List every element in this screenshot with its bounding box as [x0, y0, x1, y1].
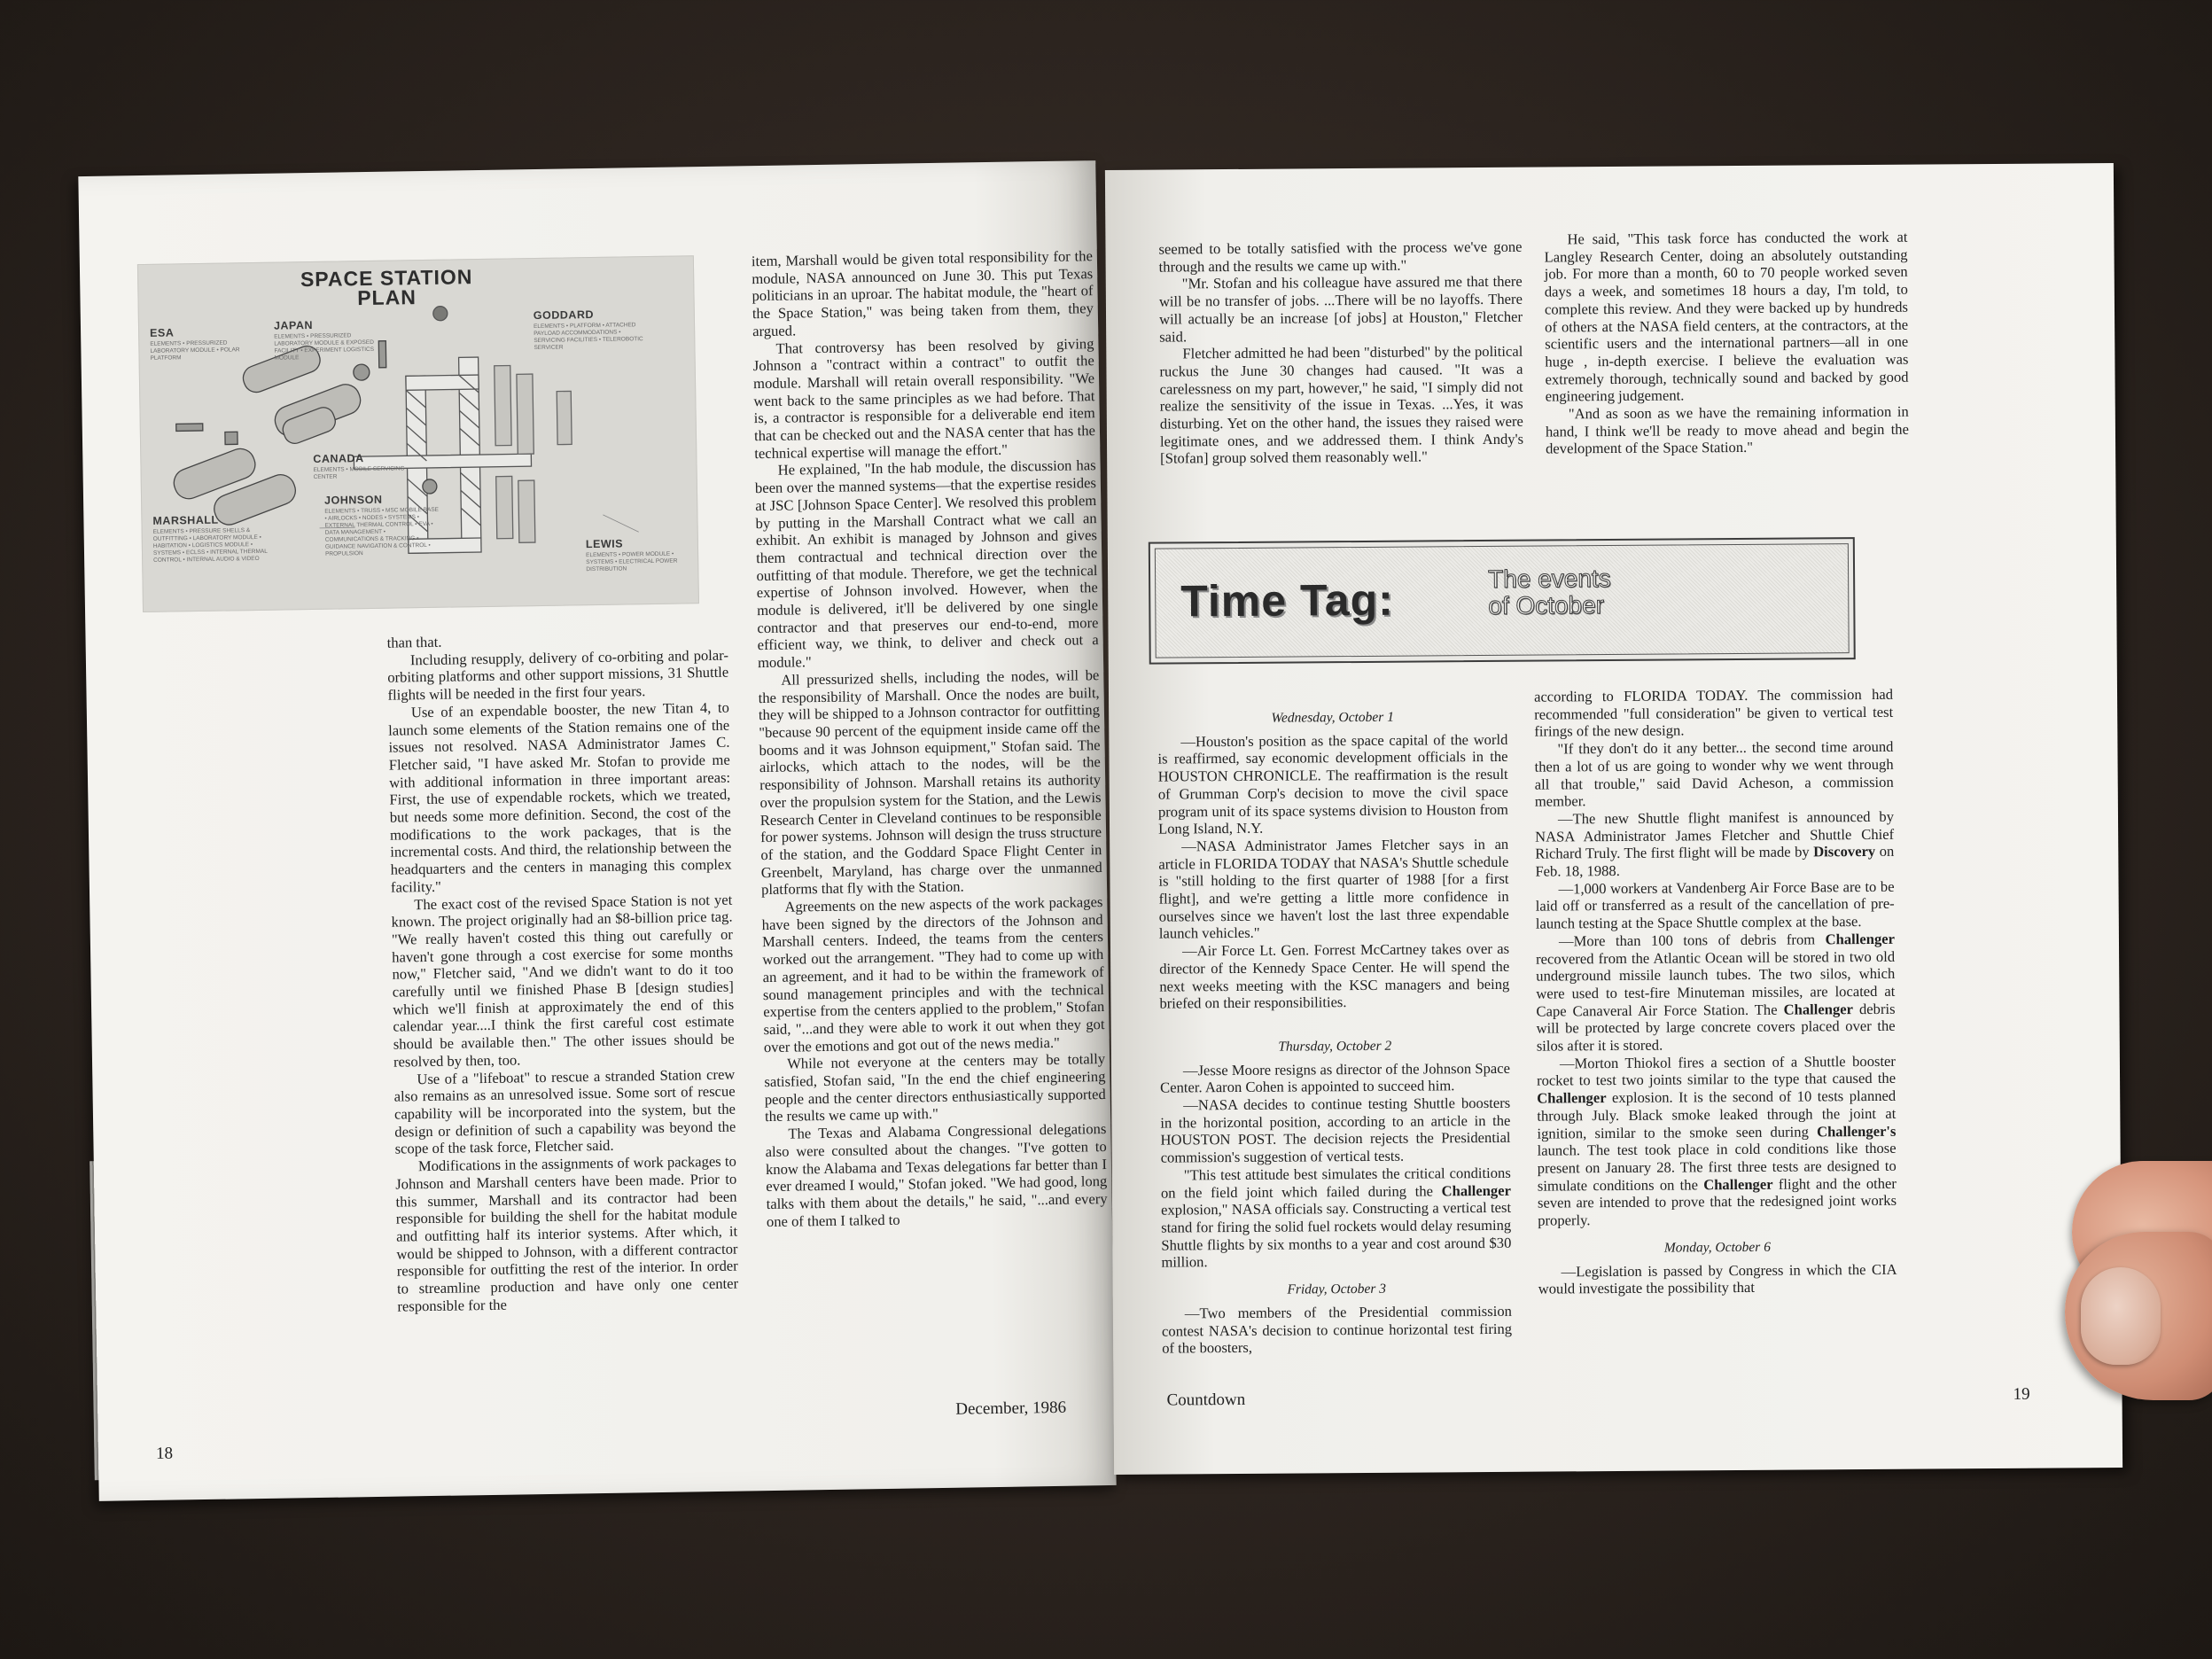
satellite-3 [354, 364, 370, 380]
sublabel-marshall: ELEMENTS • PRESSURE SHELLS & OUTFITTING • LABORATORY MODULE • HABITATION • LOGISTICS MODULE • SYSTEMS • ECLSS • INTERNAL THERMAL CONTROL • INTERNAL AUDIO & VIDEO [152, 527, 268, 564]
paragraph: While not everyone at the centers may be totally satisfied, Stofan said, "In the end the chief engineering people and the center directors enthusiastically supported the results we came up with." [764, 1050, 1106, 1125]
sublabel-japan: ELEMENTS • PRESSURIZED LABORATORY MODULE & EXPOSED FACILITY • EXPERIMENT LOGISTICS MODULE [274, 332, 375, 362]
time-tag-subtitle-line1: The events [1487, 565, 1611, 593]
paragraph: —Houston's position as the space capital of the world is reaffirmed, say economic development officials in the HOUSTON CHRONICLE. The reaffirmation is the result of Grumman Corp's decision to move the civil space program unit of its space systems division to Houston from Long Island, N.Y. [1157, 730, 1508, 837]
sublabel-canada: ELEMENTS • MOBILE SERVICING CENTER [313, 465, 405, 480]
label-japan: JAPAN [273, 318, 314, 332]
challenger-name: Challenger [1441, 1181, 1511, 1199]
paragraph: Fletcher admitted he had been "disturbed" by the political ruckus the June 30 changes had caused. "It was a carelessness on my part, however," he said, "I simply did not realize the sensitivity of the issue in Texas. ...Yes, it was disturbing. Yet on the other hand, the issues they raised were legitimate ones, and we addressed them. I think Andy's [Stofan] group solved them reasonably well." [1159, 342, 1524, 468]
paragraph: —NASA Administrator James Fletcher says in an article in FLORIDA TODAY that NASA's Shuttle schedule is "still holding to the first quarter of 1988 [for a first flight], and we're getting a little more confidence in ourselves since we haven't lost the last three expendable launch vehicles." [1158, 835, 1509, 943]
paragraph: The Texas and Alabama Congressional delegations also were consulted about the changes. "I've gotten to know the Alabama and Texas delegations far better than I ever dreamed I would," Stofan joked. "We had good, long talks with them about the details," he said, "...and every one of them I talked to [765, 1120, 1108, 1230]
challenger-name: Challenger [1537, 1089, 1607, 1107]
solar-array-1 [495, 365, 511, 445]
page-number-right: 19 [2013, 1384, 2030, 1404]
text-run: —The new Shuttle flight manifest is announced by NASA Administrator James Fletcher and Shuttle Chief Richard Truly. The first flight will be made by [1535, 807, 1895, 862]
space-station-plan-figure [137, 255, 699, 612]
platform-panel [557, 391, 572, 444]
date-heading: Thursday, October 2 [1278, 1038, 1392, 1055]
paragraph [1535, 808, 1895, 881]
paragraph: —Two members of the Presidential commission contest NASA's decision to continue horizontal test firing of the boosters, [1161, 1302, 1513, 1357]
label-esa: ESA [150, 326, 175, 339]
time-tag-banner [1149, 537, 1856, 665]
challenger-name: Challenger [1703, 1175, 1773, 1193]
date-heading: Friday, October 3 [1287, 1281, 1387, 1297]
text-run: —More than 100 tons of debris from [1558, 931, 1826, 950]
text-run: explosion," NASA officials say. Constructing a vertical test stand for firing the solid fuel rockets would delay resuming Shuttle flights by six months to a year and cost around $30 million. [1161, 1199, 1512, 1271]
label-canada: CANADA [313, 452, 364, 465]
sublabel-johnson: ELEMENTS • TRUSS • MSC MOBILE BASE • AIRLOCKS • NODES • SYSTEMS • EXTERNAL THERMAL CONTROL • EVA • DATA MANAGEMENT • COMMUNICATIONS & TRACKING • GUIDANCE NAVIGATION & CONTROL • PROPULSION [324, 506, 440, 557]
right-column-2 [1544, 229, 1909, 458]
text-run: —Morton Thiokol fires a section of a Shuttle booster rocket to test two joints similar to the type that caused the [1536, 1052, 1897, 1090]
time-tag-subtitle [1488, 565, 1611, 619]
satellite-1 [176, 424, 203, 431]
date-heading: Monday, October 6 [1663, 1239, 1771, 1256]
paragraph: item, Marshall would be given total responsibility for the module, NASA announced on June 30. This put Texas politicians in an uproar. The habitat module, the "heart of the Space Station," was being taken from them, they argued. [751, 247, 1094, 339]
paragraph: seemed to be totally satisfied with the process we've gone through and the results we came up with." [1158, 238, 1523, 276]
paragraph: "If they don't do it any better... the second time around then a lot of us are going to wonder why we went through all that trouble," said David Acheson, a commission member. [1534, 737, 1894, 810]
footer-date: December, 1986 [955, 1398, 1067, 1419]
right-column-1 [1158, 238, 1523, 468]
paragraph: Use of an expendable booster, the new Titan 4, to launch some elements of the Station remains one of the issues not resolved. NASA Administrator James C. Fletcher said, "I have asked Mr. Stofan to provide me with additional information in three important areas: First, the use of expendable rockets, which we treated, but needs some more definition. Second, the cost of the modifications to the work packages, that is the incremental costs. And third, the relationship between the headquarters and the centers in managing this complex facility." [388, 698, 732, 896]
text-run: on Feb. 18, 1988. [1535, 843, 1895, 880]
canadarm-icon [423, 479, 437, 494]
paragraph: Agreements on the new aspects of the work packages have been signed by the directors of the Johnson and Marshall centers. Indeed, the teams from the centers worked out the arrangement. "They had to come up with an agreement, and it had to be within the framework of sound management principles and with the technical expertise from the centers applied to the problem," Stofan said, "...and they were able to work it out when they got over the emotions and got out of the news media." [761, 893, 1105, 1055]
challengers-name: Challenger's [1816, 1122, 1897, 1140]
sublabel-goddard: ELEMENTS • PLATFORM • ATTACHED PAYLOAD ACCOMMODATIONS • SERVICING FACILITIES • TELEROBOTIC SERVICER [533, 322, 643, 352]
text-run: explosion. It is the second of 10 tests planned through July. Black smoke leaked through the joint at ignition, similar to the smoke seen during [1537, 1087, 1897, 1142]
paragraph: Including resupply, delivery of co-orbiting and polar-orbiting platforms and other support missions, 31 Shuttle flights will be needed in the first four years. [387, 646, 729, 704]
time-tag-subtitle-line2: of October [1488, 591, 1605, 619]
discovery-name: Discovery [1813, 843, 1876, 861]
paragraph: He said, "This task force has conducted the work at Langley Research Center, doing an absolutely outstanding job. For more than a month, 60 to 70 people worked seven days a week, and sometimes 18 hours a day, I'm told, to complete this review. And they were backed up by hundreds of others at the NASA field centers, at the contractors, at the scientific users and the international partners—all in one huge , in-depth exercise. I believe the evaluation was extremely thorough, technically sound and backed by good engineering judgement. [1544, 228, 1909, 405]
solar-array-2 [517, 374, 534, 454]
paragraph: —Jesse Moore resigns as director of the Johnson Space Center. Aaron Cohen is appointed to succeed him. [1160, 1059, 1511, 1096]
paragraph: Use of a "lifeboat" to rescue a stranded Station crew also remains as an unresolved issue. Some sort of rescue capability will be incorporated into the system, but the design or definition of such a capability was beyond the scope of the task force, Fletcher said. [393, 1065, 736, 1158]
thumbnail-nail [2081, 1267, 2161, 1365]
paragraph: —Legislation is passed by Congress in which the CIA would investigate the possibility that [1538, 1260, 1897, 1297]
antenna-dish [433, 307, 448, 321]
paragraph: —Air Force Lt. Gen. Forrest McCartney takes over as director of the Kennedy Space Center. He will spend the next weeks meeting with the KSC managers and being briefed on their responsibilities. [1159, 939, 1510, 1012]
text-run: launch. The test took place in cold conditions like those present on January 28. The first three tests are designed to simulate conditions on the [1537, 1140, 1897, 1195]
text-run: "This test attitude best simulates the critical conditions on the field joint which failed during the [1160, 1164, 1511, 1202]
paragraph: "Mr. Stofan and his colleague have assured me that there will be no transfer of jobs. ...There will be no layoffs. There will actually be an increase [of jobs] at Houston," Fletcher said. [1158, 273, 1523, 346]
satellite-2 [225, 432, 238, 444]
challenger-name: Challenger [1825, 930, 1896, 948]
paragraph: than that. [386, 633, 442, 651]
sublabel-esa: ELEMENTS • PRESSURIZED LABORATORY MODULE • POLAR PLATFORM [150, 339, 240, 362]
paragraph [1537, 1053, 1897, 1230]
paragraph [1161, 1164, 1512, 1272]
date-heading: Wednesday, October 1 [1271, 709, 1394, 726]
paragraph: —1,000 workers at Vandenberg Air Force Base are to be laid off or transferred as a result of the cancellation of pre-launch testing at the Space Shuttle complex at the base. [1535, 877, 1895, 932]
paragraph: He explained, "In the hab module, the discussion has been over the manned systems—that the expertise resides at JSC [Johnson Space Center]. We resolved this problem by putting in the Marshall Contract what we call an exhibit. An exhibit is managed by Johnson and gives them contractual and technical direction over the outfitting of that module. Therefore, we get the technical expertise of Johnson involved. However, when the module is delivered, it'll be delivered by one single contractor and that preserves our end-to-end, more efficient way, we think, to deliver and check out a module." [754, 456, 1099, 672]
solar-array-3 [496, 476, 513, 538]
sublabel-lewis: ELEMENTS • POWER MODULE • SYSTEMS • ELECTRICAL POWER DISTRIBUTION [586, 550, 678, 573]
paragraph: The exact cost of the revised Space Station is not yet known. The project originally had an $8-billion price tag. "We really haven't costed this thing out carefully or haven't gone through a cost exercise for some months now," Fletcher said, "And we didn't want to do it too carefully until we finished Phase B [design studies] which we'll finish at approximately the end of this calendar year....I think the first careful cost estimate should be available then." The other issues should be resolved by then, too. [391, 891, 735, 1071]
footer-title: Countdown [1166, 1390, 1246, 1410]
left-column-2 [752, 247, 1108, 1230]
label-johnson: JOHNSON [323, 493, 383, 507]
text-run: flight and the other seven are intended to prove that the redesigned joint works properly. [1537, 1174, 1897, 1229]
paragraph: "And as soon as we have the remaining information in hand, I think we'll be ready to move ahead and begin the development of the Space Station." [1545, 402, 1910, 457]
solar-array-4 [518, 480, 535, 542]
paragraph: That controversy has been resolved by giving Johnson a "contract within a contract" to outfit the module. Marshall will retain overall responsibility. "We went back to the same principles as we had before. That is, a contractor is responsible for a deliverable end item that can be checked out and the NASA center that has the technical expertise will manage the effort." [752, 334, 1096, 462]
label-goddard: GODDARD [533, 308, 595, 323]
text-run: recovered from the Atlantic Ocean will be stored in two old underground missile launch tubes. The two silos, which were used to test-fire Minuteman missiles, are located at Cape Canaveral Air Force Station. The [1536, 947, 1896, 1020]
paragraph: —NASA decides to continue testing Shuttle boosters in the horizontal position, according to an article in the HOUSTON POST. The decision rejects the Presidential commission's suggestion of vertical tests. [1160, 1094, 1511, 1166]
paragraph [1536, 931, 1896, 1055]
label-marshall: MARSHALL [152, 513, 219, 527]
challenger-name: Challenger [1783, 1000, 1854, 1018]
right-column-3 [1157, 697, 1512, 1358]
left-column-1 [386, 629, 738, 1315]
paragraph: Modifications in the assignments of work packages to Johnson and Marshall centers have been made. Prior to this summer, Marshall and its contractor had been responsible for building the shell for the habitat module and outfitting half its interior systems. After which, it would be shipped to Johnson, with a different contractor responsible for outfitting the rest of the interior. In order to streamline production and have only one center responsible for the [395, 1152, 739, 1315]
text-run: debris will be protected by large concrete covers placed over the silos after it is stored. [1536, 1000, 1896, 1055]
paragraph: All pressurized shells, including the nodes, will be the responsibility of Marshall. Once the nodes are built, they will be shipped to a Johnson contractor for outfitting "because 90 percent of the equipment inside came off the booms and it was Johnson equipment," Stofan said. The airlocks, which attach to the nodes, will be the responsibility of Johnson. Marshall retains its authority over the propulsion system for the Station, and the Lewis Research Center in Cleveland continues to be responsible for power systems. Johnson will design the truss structure of the station, and the Goddard Space Flight Center in Greenbelt, Maryland, has charge over the unmanned platforms that fly with the Station. [758, 666, 1102, 899]
time-tag-inner [1155, 543, 1850, 658]
label-lewis: LEWIS [585, 537, 624, 551]
paragraph: according to FLORIDA TODAY. The commission had recommended "full consideration" be given to vertical test firings of the new design. [1533, 685, 1894, 741]
right-page [1105, 163, 2122, 1475]
left-page [78, 160, 1116, 1501]
figure-title: SPACE STATION PLAN [300, 265, 473, 310]
right-column-4 [1534, 686, 1897, 1298]
page-number-left: 18 [155, 1444, 174, 1463]
time-tag-title: Time Tag: [1180, 574, 1394, 627]
